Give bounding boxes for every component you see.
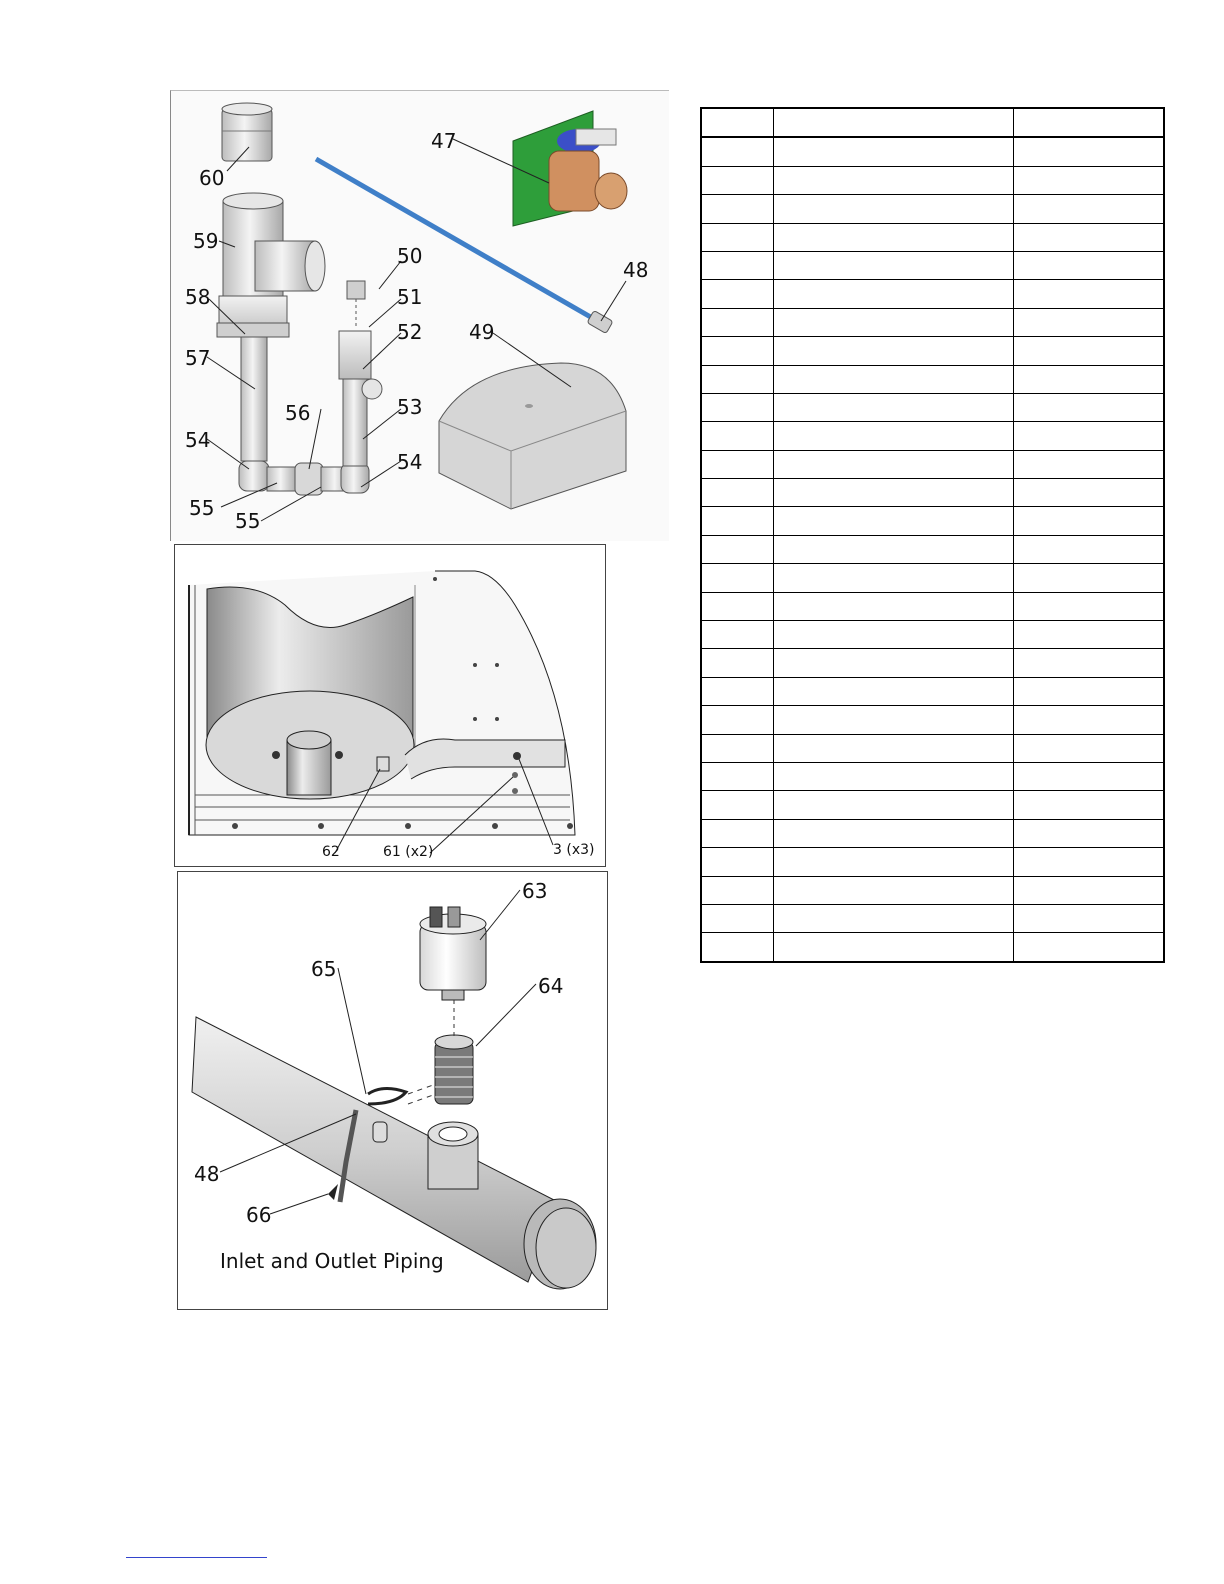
callout-label: 48 [623,258,649,282]
table-cell [701,791,773,819]
table-cell [701,706,773,734]
table-header-cell [1013,108,1164,137]
exploded-piping-figure [170,90,669,541]
table-cell [701,819,773,847]
table-cell [773,422,1013,450]
table-row [701,308,1164,336]
table-cell [701,762,773,790]
table-cell [773,507,1013,535]
table-cell [701,535,773,563]
tee-part [339,331,371,379]
table-cell [701,734,773,762]
table-row [701,819,1164,847]
table-row [701,422,1164,450]
table-cell [1013,564,1164,592]
table-cell [773,223,1013,251]
table-cell [701,450,773,478]
table-cell [773,564,1013,592]
callout-label: 59 [193,229,219,253]
table-header-cell [701,108,773,137]
table-cell [1013,762,1164,790]
table-cell [1013,621,1164,649]
callout-label: 49 [469,320,495,344]
table-cell [1013,195,1164,223]
table-header-cell [773,108,1013,137]
table-cell [773,734,1013,762]
callout-label: 48 [194,1162,220,1186]
callout-label: 54 [397,450,423,474]
table-cell [1013,393,1164,421]
table-cell [701,479,773,507]
table-cell [701,223,773,251]
table-row [701,535,1164,563]
table-cell [701,904,773,932]
callout-label: 65 [311,957,337,981]
fitting-part [377,757,389,771]
table-cell [1013,819,1164,847]
table-cell [773,649,1013,677]
table-cell [701,337,773,365]
table-row [701,507,1164,535]
footer-link-underline [126,1557,267,1558]
table-cell [1013,706,1164,734]
callout-label: 51 [397,285,423,309]
table-cell [1013,223,1164,251]
table-cell [701,848,773,876]
callout-label: 63 [522,879,548,903]
table-row [701,337,1164,365]
table-cell [1013,649,1164,677]
callout-label: 53 [397,395,423,419]
table-cell [701,933,773,962]
table-cell [773,791,1013,819]
table-cell [1013,280,1164,308]
table-row [701,393,1164,421]
table-cell [1013,251,1164,279]
table-cell [1013,734,1164,762]
table-cell [773,592,1013,620]
table-cell [1013,507,1164,535]
table-cell [1013,365,1164,393]
table-cell [773,819,1013,847]
table-row [701,734,1164,762]
exploded-piping-drawing [171,91,669,541]
table-row [701,280,1164,308]
table-row [701,762,1164,790]
screw-part [513,752,521,760]
table-row [701,223,1164,251]
callout-label: 62 [322,844,340,860]
tank-base-figure [174,544,606,867]
table-cell [701,137,773,166]
table-cell [701,507,773,535]
table-cell [773,137,1013,166]
table-cell [773,621,1013,649]
table-row [701,251,1164,279]
table-cell [701,621,773,649]
pipe-part [241,337,267,461]
table-row [701,450,1164,478]
table-cell [773,450,1013,478]
table-cell [1013,904,1164,932]
table-cell [773,762,1013,790]
plug-part [347,281,365,299]
table-cell [773,535,1013,563]
table-cell [701,280,773,308]
table-cell [773,280,1013,308]
table-row [701,706,1164,734]
tank-base-drawing [175,545,605,866]
table-row [701,621,1164,649]
table-cell [773,365,1013,393]
table-cell [1013,592,1164,620]
callout-label: 3 (x3) [553,842,595,858]
table-cell [773,308,1013,336]
table-cell [773,479,1013,507]
table-cell [1013,337,1164,365]
callout-label: 55 [235,509,261,533]
callout-label: 50 [397,244,423,268]
table-cell [701,677,773,705]
callout-label: 47 [431,129,457,153]
table-cell [773,876,1013,904]
flow-sensor-part [420,907,486,1000]
table-cell [1013,535,1164,563]
table-cell [701,251,773,279]
table-cell [1013,479,1164,507]
table-cell [773,195,1013,223]
coupling-part [222,103,272,161]
callout-label: 57 [185,346,211,370]
table-cell [773,904,1013,932]
figure-caption: Inlet and Outlet Piping [220,1249,444,1273]
table-cell [701,308,773,336]
table-row [701,195,1164,223]
callout-label: 54 [185,428,211,452]
table-cell [1013,450,1164,478]
table-cell [1013,848,1164,876]
callout-label: 52 [397,320,423,344]
callout-label: 60 [199,166,225,190]
table-cell [1013,422,1164,450]
table-cell [701,166,773,194]
table-cell [701,195,773,223]
table-row [701,848,1164,876]
table-cell [773,706,1013,734]
table-cell [773,166,1013,194]
table-cell [773,848,1013,876]
inlet-outlet-piping-drawing [178,872,607,1309]
table-row [701,904,1164,932]
callout-label: 64 [538,974,564,998]
table-row [701,479,1164,507]
table-cell [701,393,773,421]
table-cell [1013,166,1164,194]
table-cell [1013,933,1164,962]
table-cell [1013,677,1164,705]
callout-label: 58 [185,285,211,309]
callout-label: 61 (x2) [383,844,434,860]
table-row [701,166,1164,194]
table-cell [701,876,773,904]
threaded-bushing-part [435,1035,473,1104]
parts-list-table [700,107,1165,963]
table-cell [773,933,1013,962]
table-cell [701,592,773,620]
table-row [701,791,1164,819]
table-row [701,365,1164,393]
table-cell [773,337,1013,365]
table-row [701,564,1164,592]
table-cell [1013,791,1164,819]
table-header-row [701,108,1164,137]
screw-part [335,751,343,759]
table-row [701,592,1164,620]
table-row [701,876,1164,904]
table-cell [701,365,773,393]
table-cell [773,677,1013,705]
inlet-outlet-piping-figure [177,871,608,1310]
callout-label: 55 [189,496,215,520]
table-cell [701,649,773,677]
table-row [701,137,1164,166]
callout-label: 56 [285,401,311,425]
screw-part [272,751,280,759]
table-cell [701,422,773,450]
callout-label: 66 [246,1203,272,1227]
table-cell [1013,137,1164,166]
table-cell [773,251,1013,279]
table-cell [773,393,1013,421]
table-row [701,649,1164,677]
table-cell [1013,876,1164,904]
table-row [701,933,1164,962]
table-cell [1013,308,1164,336]
table-cell [701,564,773,592]
table-row [701,677,1164,705]
